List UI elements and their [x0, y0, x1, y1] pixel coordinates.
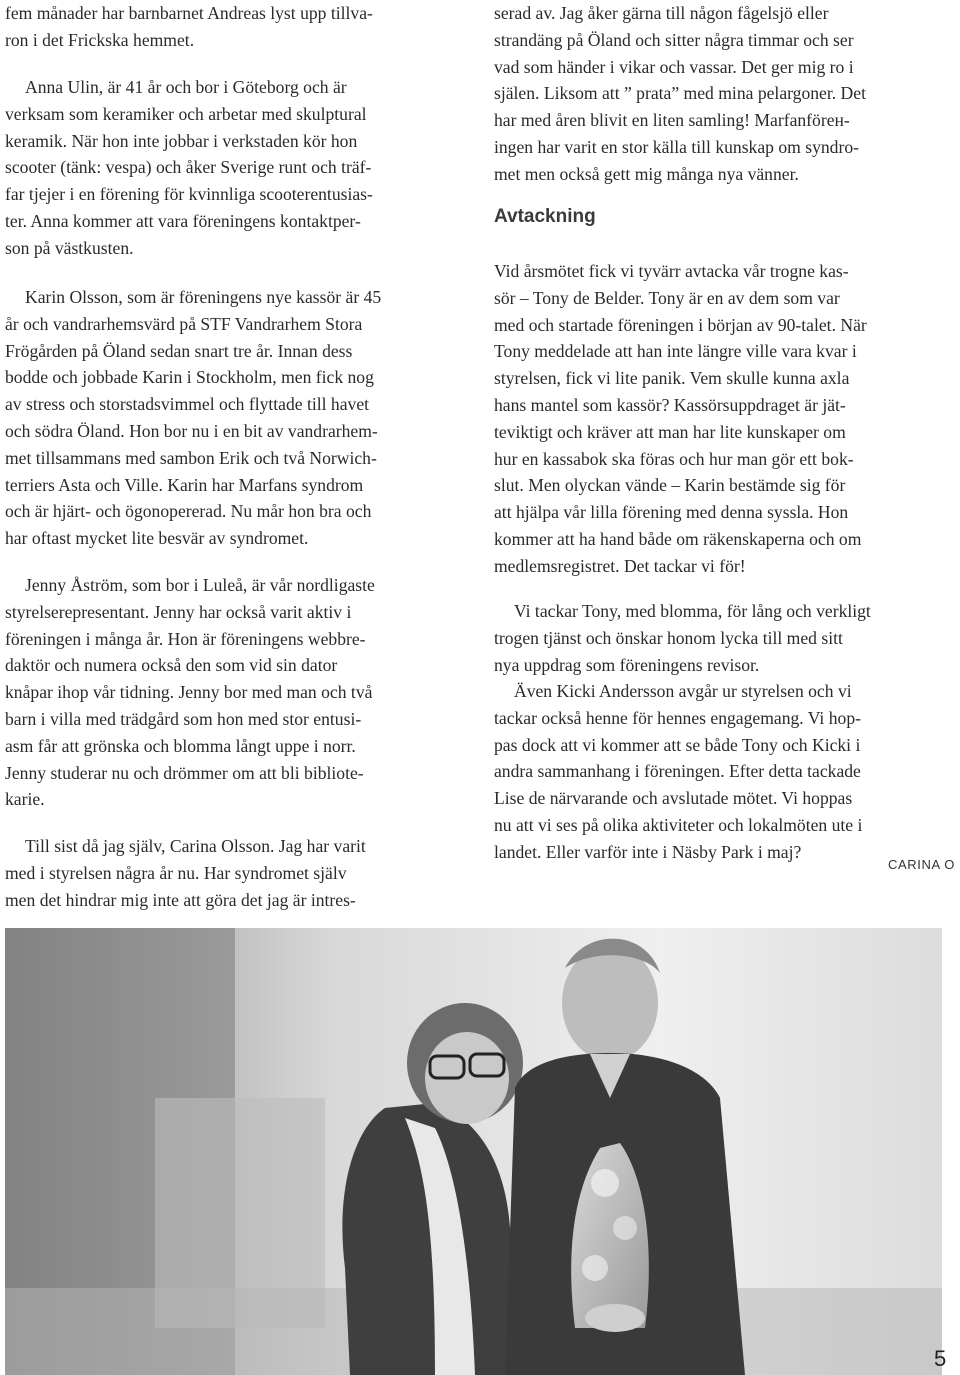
text-line: Tony meddelade att han inte längre ville vara kvar i	[494, 341, 857, 362]
text-line: slut. Men olyckan vände – Karin bestämde sig för	[494, 475, 846, 496]
text-line: medlemsregistret. Det tackar vi för!	[494, 555, 746, 576]
text-line: Jenny Åström, som bor i Luleå, är vår nordligaste	[25, 575, 375, 595]
text-line: och är hjärt- och ögonopererad. Nu mår hon bra och	[5, 501, 372, 522]
text-line: terriers Asta och Ville. Karin har Marfans syndrom	[5, 474, 364, 495]
text-line: själen. Liksom att ” prata” med mina pelargoner. Det	[494, 83, 866, 104]
left-paragraph-5	[5, 833, 366, 913]
text-line: med och startade föreningen i början av 90-talet. När	[494, 314, 867, 335]
text-line: andra sammanhang i föreningen. Efter detta tackade	[494, 761, 861, 782]
text-line: met tillsammans med sambon Erik och två Norwich-	[5, 447, 377, 468]
text-line: nya uppdrag som föreningens revisor.	[494, 654, 760, 675]
text-line: verksam som keramiker och arbetar med skulptural	[5, 103, 367, 124]
text-line: fem månader har barnbarnet Andreas lyst upp tillva-	[5, 3, 373, 23]
text-line: Anna Ulin, är 41 år och bor i Göteborg och är	[25, 77, 347, 97]
text-line: tackar också henne för hennes engagemang. Vi hop-	[494, 707, 861, 728]
right-paragraph-2	[494, 258, 867, 580]
text-line: år och vandrarhemsvärd på STF Vandrarhem Stora	[5, 313, 363, 334]
photo-illustration	[5, 928, 942, 1375]
text-line: son på västkusten.	[5, 237, 134, 258]
text-line: Frögården på Öland sedan snart tre år. Innan dess	[5, 340, 353, 361]
text-line: Även Kicki Andersson avgår ur styrelsen och vi	[514, 681, 852, 701]
left-paragraph-2	[5, 74, 373, 262]
text-line: landet. Eller varför inte i Näsby Park i maj?	[494, 841, 802, 862]
left-paragraph-4	[5, 572, 375, 813]
text-line: asm får att grönska och blomma långt uppe i norr.	[5, 735, 356, 756]
text-line: strandäng på Öland och sitter några timmar och ser	[494, 29, 854, 50]
text-line: har med åren blivit en liten samling! Marfanförен-	[494, 110, 850, 131]
text-line: sör – Tony de Belder. Tony är en av dem som var	[494, 287, 840, 308]
text-line: men det hindrar mig inte att göra det jag är intres-	[5, 889, 356, 910]
section-heading: Avtackning	[494, 206, 596, 227]
text-line: att hjälpa vår lilla förening med denna syssla. Hon	[494, 502, 849, 523]
text-line: och södra Öland. Hon bor nu i en bit av vandrarhem-	[5, 420, 378, 441]
text-line: karie.	[5, 789, 45, 810]
text-line: har oftast mycket lite besvär av syndromet.	[5, 528, 309, 549]
right-paragraph-1	[494, 0, 866, 188]
text-line: pas dock att vi kommer att se både Tony och Kicki i	[494, 734, 861, 755]
text-line: Till sist då jag själv, Carina Olsson. Jag har varit	[25, 836, 366, 856]
text-line: Karin Olsson, som är föreningens nye kassör är 45	[25, 287, 382, 307]
text-line: nu att vi ses på olika aktiviteter och lokalmöten ute i	[494, 814, 863, 835]
text-line: knåpar ihop vår tidning. Jenny bor med man och två	[5, 682, 373, 703]
right-paragraph-3	[494, 598, 871, 678]
photo	[5, 928, 942, 1375]
text-line: styrelserepresentant. Jenny har också varit aktiv i	[5, 601, 352, 622]
text-line: ingen har varit en stor källa till kunskap om syndro-	[494, 136, 859, 157]
text-line: föreningen i många år. Hon är föreningens webbre-	[5, 628, 366, 649]
text-line: Lise de närvarande och avslutade mötet. Vi hoppas	[494, 788, 853, 809]
text-line: bodde och jobbade Karin i Stockholm, men fick nog	[5, 367, 374, 388]
text-line: Vi tackar Tony, med blomma, för lång och verkligt	[514, 601, 871, 621]
text-line: daktör och numera också den som vid sin dator	[5, 655, 338, 676]
text-line: keramik. När hon inte jobbar i verkstaden kör hon	[5, 130, 358, 151]
text-line: teviktigt och kräver att man har lite kunskaper om	[494, 421, 846, 442]
text-line: med i styrelsen några år nu. Har syndromet själv	[5, 862, 347, 883]
text-line: hur en kassabok ska föras och hur man gör ett bok-	[494, 448, 854, 469]
text-line: kommer att ha hand både om räkenskaperna och om	[494, 528, 862, 549]
text-line: hans mantel som kassör? Kassörsuppdraget är jät-	[494, 394, 846, 415]
text-line: styrelsen, fick vi lite panik. Vem skulle kunna axla	[494, 368, 850, 389]
text-line: ter. Anna kommer att vara föreningens kontaktper-	[5, 210, 361, 231]
page-number: 5	[934, 1346, 947, 1371]
left-paragraph-1	[5, 0, 373, 54]
text-line: met men också gett mig många nya vänner.	[494, 163, 799, 184]
text-line: av stress och storstadsvimmel och flyttade till havet	[5, 394, 370, 415]
text-line: scooter (tänk: vespa) och åker Sverige runt och träf-	[5, 157, 372, 178]
text-line: serad av. Jag åker gärna till någon fågelsjö eller	[494, 3, 829, 23]
text-line: far tjejer i en förening för kvinnliga scooterentusias-	[5, 184, 373, 205]
text-line: vad som händer i vikar och vassar. Det ger mig ro i	[494, 56, 854, 77]
right-paragraph-4	[494, 678, 862, 866]
text-line: ron i det Frickska hemmet.	[5, 29, 195, 50]
text-line: trogen tjänst och önskar honom lycka till med sitt	[494, 627, 843, 648]
text-line: Vid årsmötet fick vi tyvärr avtacka vår trogne kas-	[494, 261, 849, 281]
text-line: Jenny studerar nu och drömmer om att bli bibliote-	[5, 762, 364, 783]
left-paragraph-3	[5, 284, 381, 552]
text-line: barn i villa med trädgård som hon med stor entusi-	[5, 708, 362, 729]
author-signature: CARINA O	[888, 857, 955, 872]
